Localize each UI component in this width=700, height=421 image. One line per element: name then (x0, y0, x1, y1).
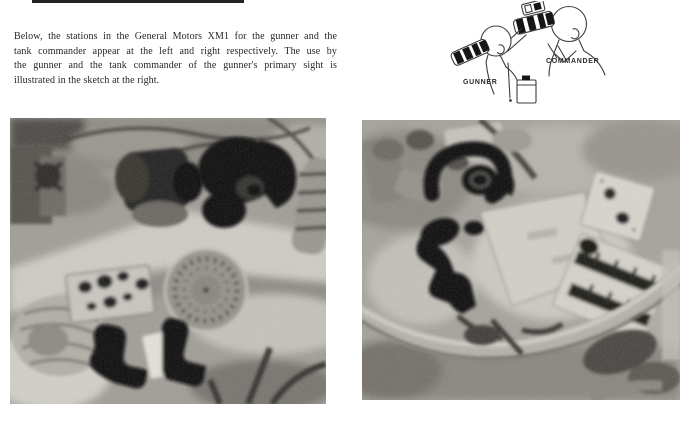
intro-line-2: tank commander appear at the left and right respectively. The use by (14, 45, 337, 57)
intro-line-3: the gunner and the tank commander of the gunner's primary sight is (14, 60, 337, 72)
intro-line-4: illustrated in the sketch at the right. (14, 74, 160, 86)
gunner-figure (450, 26, 521, 102)
sight-sketch-drawing (438, 1, 678, 108)
gunner-label: GUNNER (463, 79, 498, 86)
primary-sight-sketch (438, 1, 678, 108)
intro-line-1: Below, the stations in the General Motors XM1 for the gunner and the (14, 31, 337, 42)
gunner-station-photo (10, 118, 326, 404)
intro-paragraph (14, 30, 337, 88)
commander-station-photo (362, 120, 680, 400)
sketch-box (517, 76, 536, 104)
commander-label: COMMANDER (546, 58, 600, 65)
commander-station-image (362, 120, 680, 400)
gunner-station-image (10, 118, 326, 404)
top-rule (32, 0, 244, 3)
